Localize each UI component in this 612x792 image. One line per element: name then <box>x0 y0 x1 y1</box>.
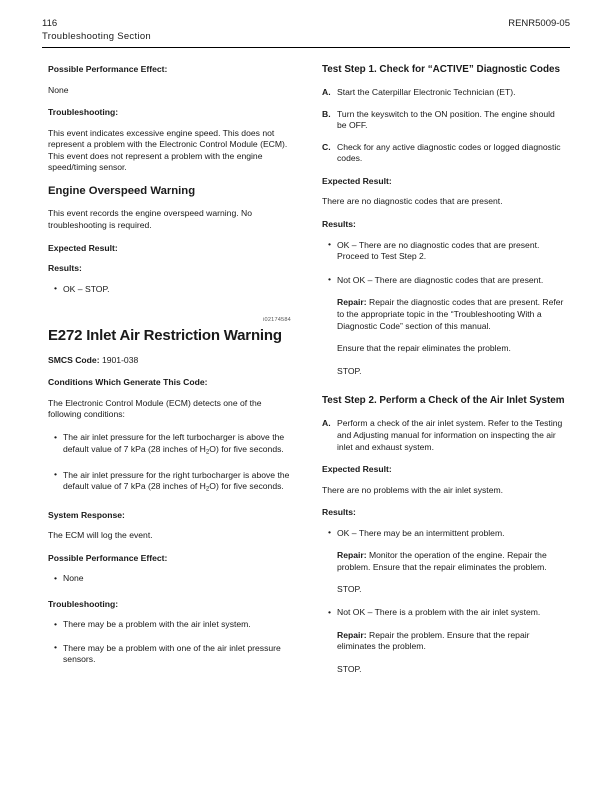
step-marker: A. <box>322 418 331 429</box>
possible-performance-effect-value: None <box>48 84 69 95</box>
step-2-expected-result-heading: Expected Result: <box>322 464 392 475</box>
step-1-expected-result-heading: Expected Result: <box>322 175 392 186</box>
list-item <box>322 87 565 99</box>
results-heading: Results: <box>48 263 82 274</box>
repair-label: Repair: <box>337 297 367 308</box>
results-list <box>48 284 291 296</box>
repair-text: Monitor the operation of the engine. Repair the problem. Ensure that the repair eliminates the problem. <box>337 550 547 572</box>
reference-id: i02174584 <box>263 317 291 324</box>
step-text: Turn the keyswitch to the ON position. The engine should be OFF. <box>337 108 555 131</box>
step-2-results-list-notok <box>322 607 565 619</box>
repair-label: Repair: <box>337 629 367 640</box>
list-item: • OK – There may be an intermittent problem. <box>322 528 565 540</box>
step-2-repair-paragraph-ok <box>337 550 565 573</box>
possible-performance-effect-heading-2: Possible Performance Effect: <box>48 552 168 563</box>
header-left <box>42 18 151 43</box>
step-2-results-list-ok <box>322 528 565 540</box>
step-marker: A. <box>322 87 331 97</box>
list-item: • The air inlet pressure for the left turbocharger is above the default value of 7 kPa (28 inches of $H_2O$) for five seconds. <box>48 432 291 458</box>
step-marker: B. <box>322 108 331 119</box>
repair-text: Repair the diagnostic codes that are present. Refer to the appropriate topic in the “Troubleshooting With a Diagnostic Code” section of this manual. <box>337 297 564 331</box>
expected-result-heading: Expected Result: <box>48 242 118 253</box>
step-2-ok-detail <box>322 550 565 596</box>
step-1-stop-text: STOP. <box>337 365 362 376</box>
conditions-heading: Conditions Which Generate This Code: <box>48 377 208 388</box>
step-marker: C. <box>322 141 331 152</box>
step-2-stop-text-notok: STOP. <box>337 663 362 674</box>
header-rule <box>42 47 570 48</box>
test-step-1-actions <box>322 87 565 165</box>
list-item <box>322 142 565 165</box>
troubleshooting-body: This event indicates excessive engine speed. This does not represent a problem with the Electronic Control Module (ECM). This event does not represent a problem with the engine speed/timing sensor. <box>48 127 288 173</box>
step-2-notok-detail <box>322 630 565 676</box>
conditions-intro: The Electronic Control Module (ECM) detects one of the following conditions: <box>48 397 262 420</box>
list-item <box>322 418 565 453</box>
system-response-heading: System Response: <box>48 509 125 520</box>
possible-performance-effect-heading: Possible Performance Effect: <box>48 64 168 74</box>
smcs-code-line <box>48 355 291 367</box>
engine-overspeed-warning-body: This event records the engine overspeed warning. No troubleshooting is required. <box>48 208 252 231</box>
step-1-repair-paragraph <box>337 297 565 332</box>
conditions-list <box>48 432 291 495</box>
smcs-code-value: 1901-038 <box>101 354 139 365</box>
test-step-1-title: Test Step 1. Check for “ACTIVE” Diagnostic Codes <box>322 64 560 75</box>
step-text: Perform a check of the air inlet system. Refer to the Testing and Adjusting manual for information on inspecting the air inlet and exhaust system. <box>337 418 563 452</box>
performance-effect-list <box>48 573 291 585</box>
list-item: • The air inlet pressure for the right turbocharger is above the default value of 7 kPa (28 inches of $H_2O$) for five seconds. <box>48 470 291 496</box>
troubleshooting-list <box>48 619 291 666</box>
list-item: • OK – There are no diagnostic codes that are present. Proceed to Test Step 2. <box>322 240 565 263</box>
engine-overspeed-warning-title: Engine Overspeed Warning <box>48 184 196 197</box>
list-item: • Not OK – There are diagnostic codes that are present. <box>322 275 565 287</box>
left-column <box>48 64 291 678</box>
step-1-ensure-text: Ensure that the repair eliminates the problem. <box>337 343 511 354</box>
document-id: RENR5009-05 <box>508 18 570 29</box>
list-item: • None <box>48 573 291 585</box>
list-item: • There may be a problem with one of the air inlet pressure sensors. <box>48 643 291 666</box>
step-2-expected-result-body: There are no problems with the air inlet system. <box>322 484 504 495</box>
step-2-stop-text-ok: STOP. <box>337 584 362 595</box>
troubleshooting-heading: Troubleshooting: <box>48 107 119 118</box>
step-text: Start the Caterpillar Electronic Technician (ET). <box>337 87 516 97</box>
list-item: • There may be a problem with the air inlet system. <box>48 619 291 631</box>
page-number: 116 <box>42 18 58 29</box>
list-item: • OK – STOP. <box>48 284 291 296</box>
smcs-code-label: SMCS Code: <box>48 354 100 365</box>
test-step-2-title: Test Step 2. Perform a Check of the Air Inlet System <box>322 395 565 407</box>
list-item: • Not OK – There is a problem with the air inlet system. <box>322 607 565 619</box>
troubleshooting-heading-2: Troubleshooting: <box>48 598 119 609</box>
step-1-expected-result-body: There are no diagnostic codes that are present. <box>322 196 503 207</box>
list-item <box>322 109 565 132</box>
step-1-results-list <box>322 240 565 287</box>
right-column <box>322 64 565 686</box>
repair-text: Repair the problem. Ensure that the repair eliminates the problem. <box>337 629 530 652</box>
step-1-notok-detail <box>322 297 565 377</box>
repair-label: Repair: <box>337 550 367 561</box>
page-header <box>42 18 570 43</box>
event-title: E272 Inlet Air Restriction Warning <box>48 327 282 345</box>
step-text: Check for any active diagnostic codes or logged diagnostic codes. <box>337 141 561 164</box>
step-2-repair-paragraph-notok <box>337 630 565 653</box>
system-response-body: The ECM will log the event. <box>48 530 153 540</box>
test-step-2-actions <box>322 418 565 453</box>
step-2-results-heading: Results: <box>322 507 356 518</box>
step-1-results-heading: Results: <box>322 219 356 230</box>
section-title: Troubleshooting Section <box>42 30 152 42</box>
